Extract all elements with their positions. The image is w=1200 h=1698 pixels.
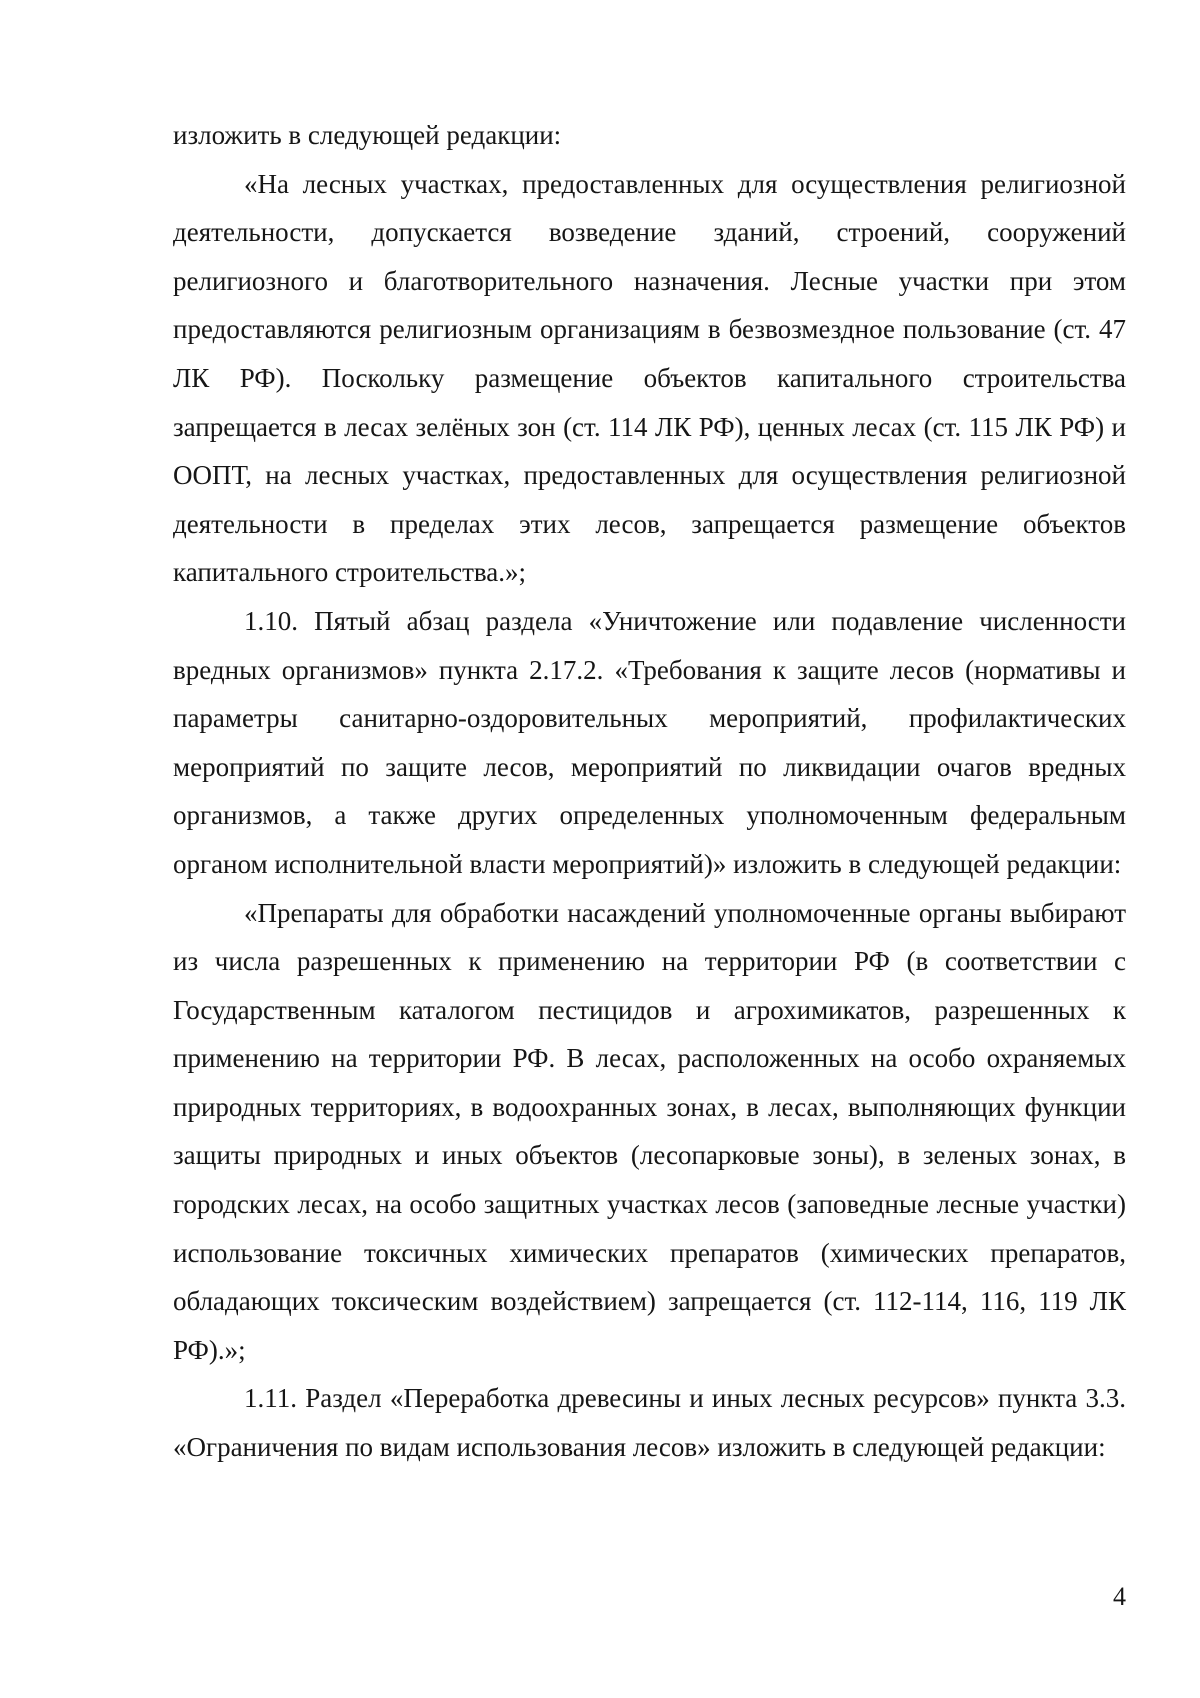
document-body: [173, 111, 1126, 1472]
paragraph-1-11: 1.11. Раздел «Переработка древесины и иных лесных ресурсов» пункта 3.3. «Ограничения по видам использования лесов» изложить в следующей редакции:: [173, 1383, 1126, 1463]
page-number: 4: [1113, 1582, 1126, 1611]
paragraph-quote-religious-activity: «На лесных участках, предоставленных для осуществления религиозной деятельности, допускается возведение зданий, строений, сооружений религиозного и благотворительного назначения. Лесные участки при этом предоставляются религиозным организациям в безвозмездное пользование (ст. 47 ЛК РФ). Поскольку размещение объектов капитального строительства запрещается в лесах зелёных зон (ст. 114 ЛК РФ), ценных лесах (ст. 115 ЛК РФ) и ООПТ, на лесных участках, предоставленных для осуществления религиозной деятельности в пределах этих лесов, запрещается размещение объектов капитального строительства.»;: [173, 168, 1126, 588]
paragraph-continuation: изложить в следующей редакции:: [173, 120, 562, 150]
paragraph-quote-pesticides: «Препараты для обработки насаждений уполномоченные органы выбирают из числа разрешенных к применению на территории РФ (в соответствии с Государственным каталогом пестицидов и агрохимикатов, разрешенных к применению на территории РФ. В лесах, расположенных на особо охраняемых природных территориях, в водоохранных зонах, в лесах, выполняющих функции защиты природных и иных объектов (лесопарковые зоны), в зеленых зонах, в городских лесах, на особо защитных участках лесов (заповедные лесные участки) использование токсичных химических препаратов (химических препаратов, обладающих токсическим воздействием) запрещается (ст. 112-114, 116, 119 ЛК РФ).»;: [173, 897, 1126, 1365]
paragraph-1-10: 1.10. Пятый абзац раздела «Уничтожение или подавление численности вредных организмов» пункта 2.17.2. «Требования к защите лесов (нормативы и параметры санитарно-оздоровительных мероприятий, профилактических мероприятий по защите лесов, мероприятий по ликвидации очагов вредных организмов, а также других определенных уполномоченным федеральным органом исполнительной власти мероприятий)» изложить в следующей редакции:: [173, 605, 1126, 879]
